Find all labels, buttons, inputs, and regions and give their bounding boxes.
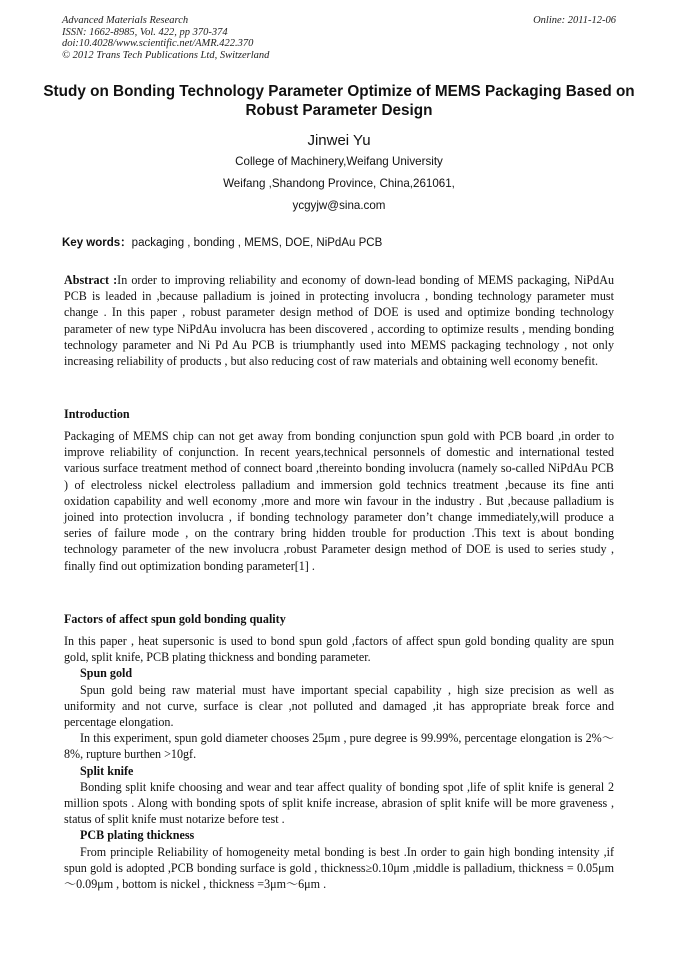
author-block bbox=[0, 131, 678, 217]
keywords-line bbox=[62, 236, 616, 251]
author-address: Weifang ,Shandong Province, China,261061, bbox=[223, 177, 455, 190]
pcb-plating-heading: PCB plating thickness bbox=[80, 828, 195, 843]
journal-header bbox=[62, 15, 616, 61]
keywords-text: packaging , bonding , MEMS, DOE, NiPdAu PCB bbox=[131, 237, 383, 249]
split-knife-heading: Split knife bbox=[80, 763, 134, 778]
factors-heading: Factors of affect spun gold bonding quality bbox=[64, 612, 286, 626]
spun-gold-heading: Spun gold bbox=[80, 666, 133, 681]
pcb-plating-paragraph: From principle Reliability of homogeneity metal bonding is best .In order to gain high bonding intensity ,if spun gold is adopted ,PCB bonding surface is gold , thickness≥0.10μm ,middle is palladium, thickness = 0.05μm～0.09μm , bottom is nickel , thickness =3μm～6μm . bbox=[64, 844, 614, 892]
factors-intro: In this paper , heat supersonic is used to bond spun gold ,factors of affect spun gold bonding quality are spun gold, split knife, PCB plating thickness and bonding parameter. bbox=[64, 634, 614, 665]
doi-line: doi:10.4028/www.scientific.net/AMR.422.370 bbox=[62, 38, 254, 49]
abstract-label: Abstract : bbox=[64, 273, 118, 287]
introduction-paragraph: Packaging of MEMS chip can not get away from bonding conjunction spun gold with PCB board ,in order to improve reliability of conjunction. In recent years,technical personnels of domestic and international tested various surface treatment method of connect board ,thereinto bonding involucra (namely so-called NiPdAu PCB ) of electroless nickel electroless palladium and immersion gold technics treatment ,because its fine anti oxidation capability and well economy ,more and more win favour in the industry . But ,because palladium is joined into protection involucra , if bonding technology parameter don’t change immediately,will produce a series of failure mode , on the contrary bring hidden trouble for production .This text is about bonding technology parameter of the new involucra ,robust Parameter design method of DOE is used to series study , finally find out optimization bonding parameter[1] . bbox=[64, 429, 614, 573]
author-name: Jinwei Yu bbox=[307, 132, 371, 149]
author-affiliation: College of Machinery,Weifang University bbox=[235, 155, 443, 168]
author-email: ycgyjw@sina.com bbox=[292, 199, 386, 212]
spun-gold-paragraph-2: In this experiment, spun gold diameter chooses 25μm , pure degree is 99.99%, percentage elongation is 2%～8%, rupture burthen >10gf. bbox=[64, 731, 614, 762]
issn-line: ISSN: 1662-8985, Vol. 422, pp 370-374 bbox=[62, 26, 228, 38]
factors-section bbox=[64, 633, 614, 892]
keywords-label: Key words： bbox=[62, 237, 132, 249]
paper-title: Study on Bonding Technology Parameter Optimize of MEMS Packaging Based on Robust Parameter Design bbox=[43, 83, 635, 119]
spun-gold-paragraph-1: Spun gold being raw material must have important special capability , high size precision as well as uniformity and not curve, surface is clear ,not polluted and damaged ,it has appropriate break force and percentage elongation. bbox=[64, 682, 614, 730]
abstract-text: In order to improving reliability and economy of down-lead bonding of MEMS packaging, NiPdAu PCB is leaded in ,because palladium is joined in protecting involucra , bonding technology parameter must change . In this paper , robust parameter design method of DOE is used and optimize bonding technology parameter of new type NiPdAu involucra has been discovered , according to optimize results , mending bonding technology parameter and Ni Pd Au PCB is triumphantly used into MEMS packaging technology , not only increasing reliability of products , but also reducing cost of raw materials and obtaining well economy benefit. bbox=[64, 273, 614, 369]
journal-name: Advanced Materials Research bbox=[62, 15, 189, 26]
online-date: Online: 2011-12-06 bbox=[533, 15, 616, 26]
introduction-heading: Introduction bbox=[64, 407, 130, 421]
introduction-text bbox=[64, 428, 614, 574]
abstract bbox=[64, 272, 614, 369]
split-knife-paragraph: Bonding split knife choosing and wear and tear affect quality of bonding spot ,life of split knife is general 2 million spots . Along with bonding spots of split knife increase, abrasion of split knife will be more graveness , status of split knife must notarize before test . bbox=[64, 779, 614, 827]
copyright-line: © 2012 Trans Tech Publications Ltd, Switzerland bbox=[62, 49, 270, 61]
